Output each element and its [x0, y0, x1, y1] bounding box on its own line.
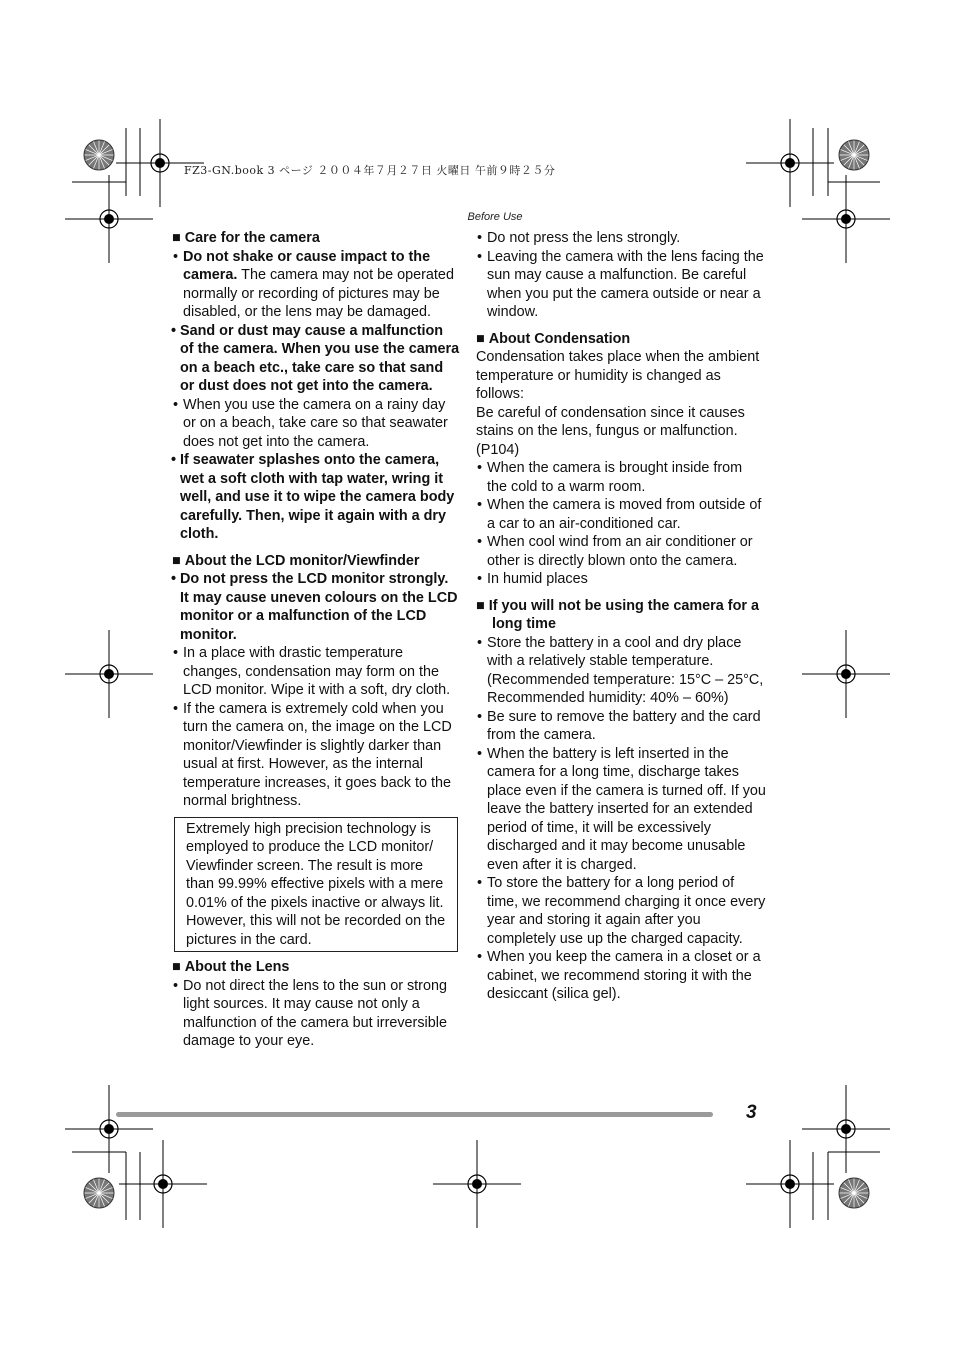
square-bullet-icon: ■ — [476, 597, 485, 614]
list-item: • To store the battery for a long period of time, we recommend charging it once every year and storing it again after you completely use up the charged capacity. — [476, 874, 766, 948]
condensation-list — [476, 459, 766, 589]
printer-header: FZ3-GN.book 3 ページ ２００４年７月２７日 火曜日 午前９時２５分 — [184, 164, 556, 177]
care-item1-bold: Do not shake or cause impact to the camera. — [183, 248, 431, 283]
list-item: • When cool wind from an air conditioner or other is directly blown onto the camera. — [476, 533, 766, 570]
square-bullet-icon: ■ — [172, 230, 181, 246]
list-item: • Do not press the LCD monitor strongly. It may cause uneven colours on the LCD monitor or a malfunction of the LCD monitor. — [172, 570, 460, 644]
list-item: • Store the battery in a cool and dry place with a relatively stable temperature. (Recommended temperature: 15°C – 25°C, Recommended humidity: 40% – 60%) — [476, 634, 766, 708]
condensation-heading — [476, 330, 766, 349]
care-heading-text: Care for the camera — [184, 230, 320, 246]
section-label: Before Use — [467, 211, 523, 223]
lcd-list — [172, 570, 460, 811]
right-column — [476, 229, 766, 1004]
list-item: • When the battery is left inserted in the camera for a long time, discharge takes place even if the camera is turned off. If you leave the battery inserted for an extended period of time, it will be excessively discharged and it may become unusable even after it is charged. — [476, 745, 766, 875]
left-column — [172, 229, 460, 1051]
list-item: • In humid places — [476, 570, 766, 589]
condensation-heading-text: About Condensation — [488, 330, 631, 347]
list-item: • In a place with drastic temperature changes, condensation may form on the LCD monitor. Wipe it with a soft, dry cloth. — [172, 644, 460, 700]
storage-heading-text: If you will not be using the camera for a long time — [488, 597, 759, 632]
condensation-para1: Condensation takes place when the ambient temperature or humidity is changed as follows: — [476, 349, 760, 402]
list-item: • When you use the camera on a rainy day or on a beach, take care so that seawater does not get into the camera. — [172, 396, 460, 452]
list-item: • Leaving the camera with the lens facing the sun may cause a malfunction. Be careful when you put the camera outside or near a window. — [476, 248, 766, 322]
list-item: • Do not direct the lens to the sun or strong light sources. It may cause not only a malfunction of the camera but irreversible damage to your eye. — [172, 977, 460, 1051]
list-item: • When the camera is brought inside from the cold to a warm room. — [476, 459, 766, 496]
list-item: • Sand or dust may cause a malfunction of the camera. When you use the camera on a beach etc., take care so that sand or dust does not get into the camera. — [172, 322, 460, 396]
list-item: • If the camera is extremely cold when you turn the camera on, the image on the LCD monitor/Viewfinder is slightly darker than usual at first. However, as the internal temperature increases, it goes back to the normal brightness. — [172, 700, 460, 811]
lcd-heading — [172, 552, 460, 571]
lcd-note-box: Extremely high precision technology is employed to produce the LCD monitor/ Viewfinder screen. The result is more than 99.99% effective pixels with a mere 0.01% of the pixels inactive or always lit. However, this will not be recorded on the pictures in the card. — [174, 817, 458, 953]
list-item: • When you keep the camera in a closet or a cabinet, we recommend storing it with the desiccant (silica gel). — [476, 948, 766, 1004]
lens-heading — [172, 958, 460, 977]
lens-list — [172, 977, 460, 1051]
care-list — [172, 248, 460, 544]
square-bullet-icon: ■ — [476, 330, 485, 347]
list-item: • If seawater splashes onto the camera, wet a soft cloth with tap water, wring it well, and use it to wipe the camera body carefully. Then, wipe it again with a dry cloth. — [172, 451, 460, 544]
care-item1-text: The camera may not be operated normally or recording of pictures may be disabled, or the lens may be damaged. — [183, 267, 454, 320]
square-bullet-icon: ■ — [172, 959, 181, 975]
square-bullet-icon: ■ — [172, 552, 181, 569]
storage-heading — [476, 597, 766, 634]
list-item: • Do not press the lens strongly. — [476, 229, 766, 248]
condensation-para2: Be careful of condensation since it causes stains on the lens, fungus or malfunction. (P104) — [476, 404, 745, 458]
list-item: • When the camera is moved from outside of a car to an air-conditioned car. — [476, 496, 766, 533]
care-heading — [172, 229, 460, 248]
lens-heading-text: About the Lens — [184, 959, 290, 975]
lcd-heading-text: About the LCD monitor/Viewfinder — [184, 552, 420, 569]
list-item — [172, 248, 460, 322]
footer-bar — [116, 1112, 713, 1117]
storage-list — [476, 634, 766, 1004]
lens-continued-list — [476, 229, 766, 322]
list-item: • Be sure to remove the battery and the card from the camera. — [476, 708, 766, 745]
page-number: 3 — [746, 1102, 757, 1123]
